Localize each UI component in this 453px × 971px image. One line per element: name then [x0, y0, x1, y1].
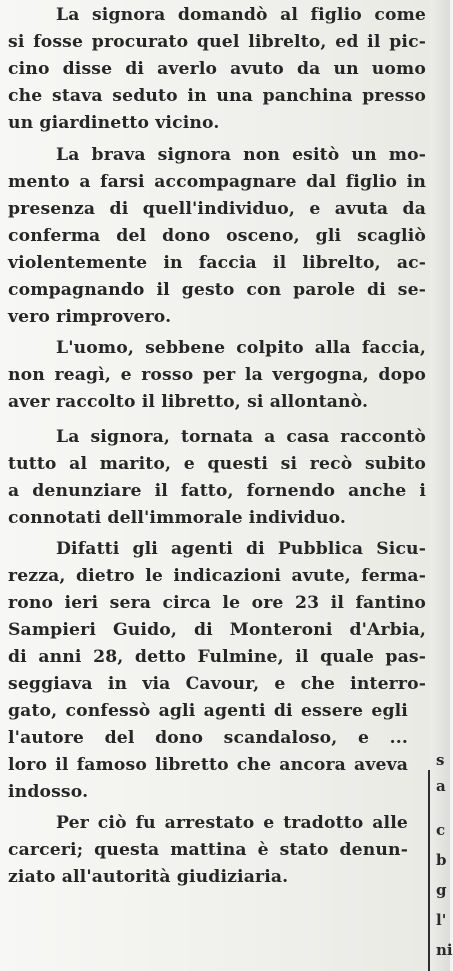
adjacent-column-text: l' [436, 911, 447, 929]
article-line: cino disse di averlo avuto da un uomo [8, 59, 426, 79]
adjacent-column-text: g [436, 881, 447, 899]
article-line: rezza, dietro le indicazioni avute, ferma- [8, 566, 426, 586]
article-line: che stava seduto in una panchina presso [8, 86, 426, 106]
article-line: La signora domandò al figlio come [56, 5, 426, 25]
article-line: Per ciò fu arrestato e tradotto alle [56, 813, 408, 833]
article-line: connotati dell'immorale individuo. [8, 508, 347, 528]
article-line: tutto al marito, e questi si recò subito [8, 454, 426, 474]
adjacent-column-text: a [436, 777, 446, 795]
article-line: ziato all'autorità giudiziaria. [8, 867, 289, 887]
article-line: di anni 28, detto Fulmine, il quale pas- [8, 647, 426, 667]
article-line: l'autore del dono scandaloso, e ... [8, 728, 408, 748]
adjacent-column-text: s [436, 751, 445, 769]
adjacent-column-text: ni [436, 941, 453, 959]
article-line: vero rimprovero. [8, 307, 172, 327]
column-rule [428, 770, 430, 971]
article-line: a denunziare il fatto, fornendo anche i [8, 481, 426, 501]
article-line: violentemente in faccia il librelto, ac- [8, 253, 426, 273]
article-line: La brava signora non esitò un mo- [56, 145, 426, 165]
article-line: indosso. [8, 782, 89, 802]
article-line: Sampieri Guido, di Monteroni d'Arbia, [8, 620, 426, 640]
article-line: L'uomo, sebbene colpito alla faccia, [56, 338, 426, 358]
article-line: compagnando il gesto con parole di se- [8, 280, 426, 300]
article-line: rono ieri sera circa le ore 23 il fantino [8, 593, 426, 613]
article-line: un giardinetto vicino. [8, 113, 220, 133]
article-line: La signora, tornata a casa raccontò [56, 427, 426, 447]
article-line: aver raccolto il libretto, si allontanò. [8, 392, 369, 412]
article-line: loro il famoso libretto che ancora aveva [8, 755, 408, 775]
adjacent-column-text: b [436, 851, 447, 869]
article-line: si fosse procurato quel librelto, ed il pic- [8, 32, 426, 52]
article-line: mento a farsi accompagnare dal figlio in [8, 172, 426, 192]
article-line: Difatti gli agenti di Pubblica Sicu- [56, 539, 426, 559]
article-line: conferma del dono osceno, gli scagliò [8, 226, 426, 246]
article-line: carceri; questa mattina è stato denun- [8, 840, 408, 860]
article-line: presenza di quell'individuo, e avuta da [8, 199, 426, 219]
article-line: seggiava in via Cavour, e che interro- [8, 674, 426, 694]
adjacent-column-text: c [436, 821, 446, 839]
article-line: non reagì, e rosso per la vergogna, dopo [8, 365, 426, 385]
article-line: gato, confessò agli agenti di essere egli [8, 701, 408, 721]
